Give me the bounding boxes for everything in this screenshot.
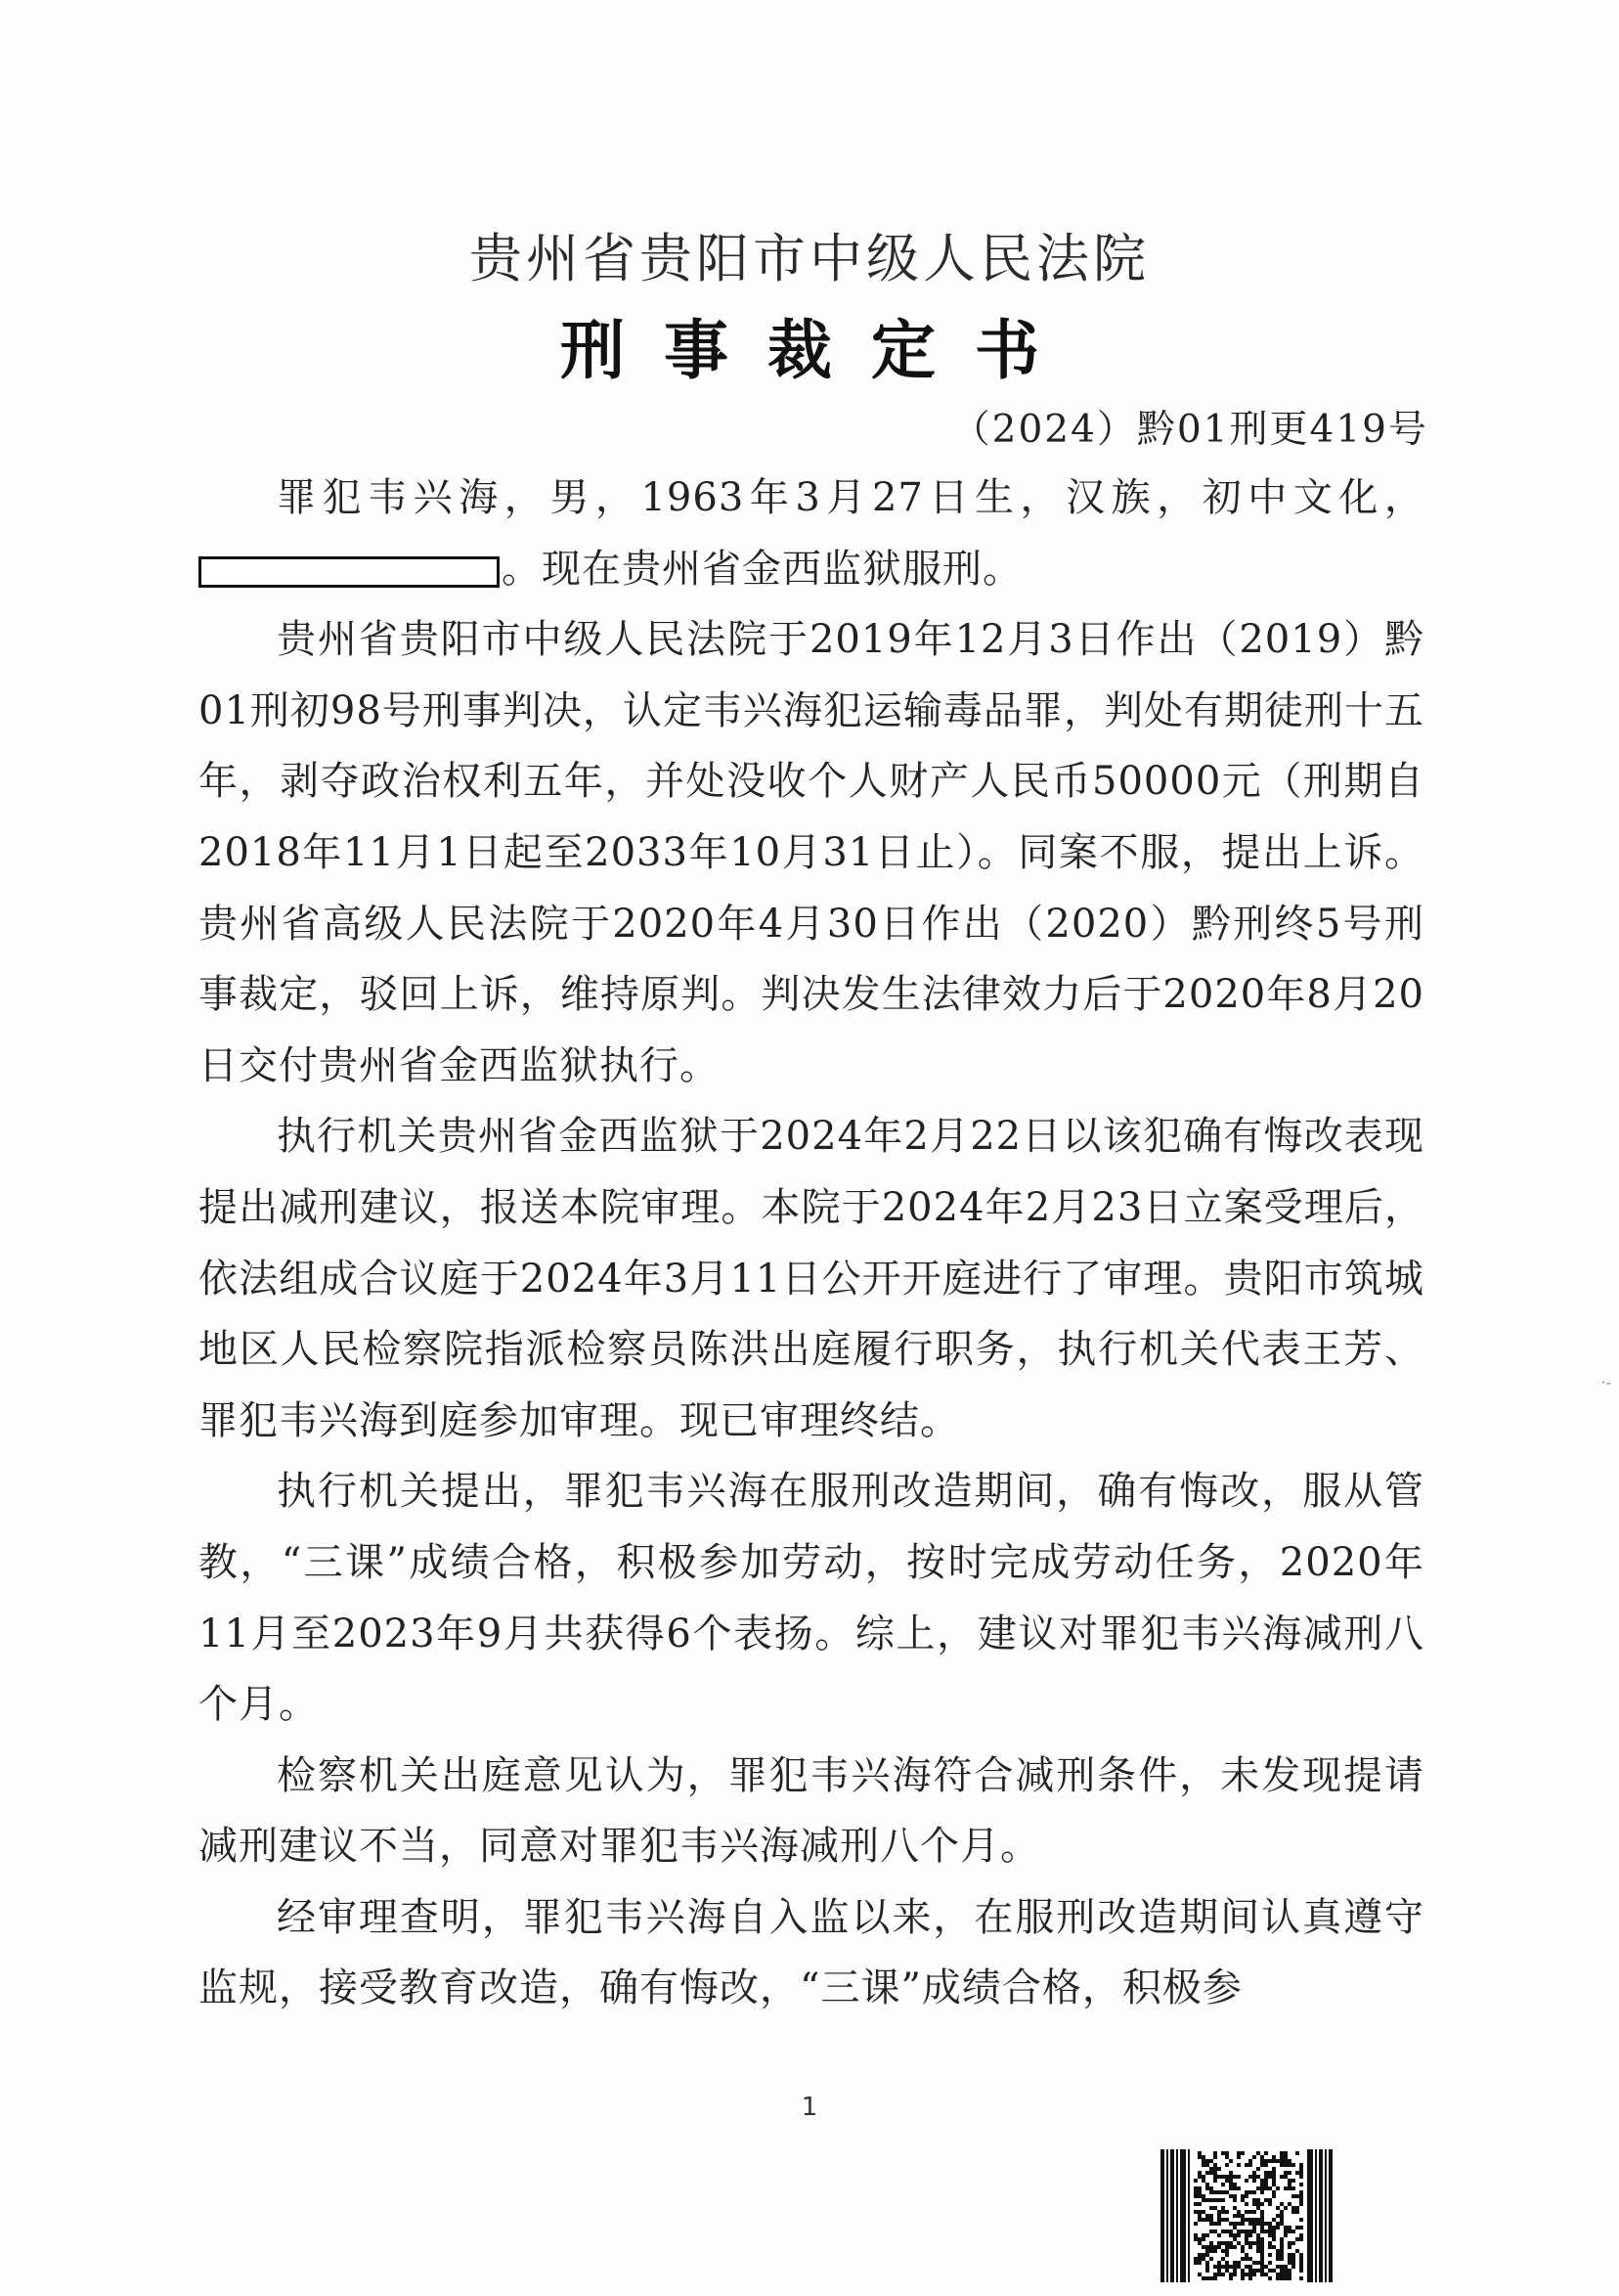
redaction-box	[198, 556, 500, 588]
document-body	[198, 463, 1424, 2024]
paragraph-original-judgment: 贵州省贵阳市中级人民法院于2019年12月3日作出（2019）黔01刑初98号刑事判决，认定韦兴海犯运输毒品罪，判处有期徒刑十五年，剥夺政治权利五年，并处没收个人财产人民币50000元（刑期自2018年11月1日起至2033年10月31日止）。同案不服，提出上诉。贵州省高级人民法院于2020年4月30日作出（2020）黔刑终5号刑事裁定，驳回上诉，维持原判。判决发生法律效力后于2020年8月20日交付贵州省金西监狱执行。	[198, 617, 1424, 1088]
document-title: 刑事裁定书	[560, 313, 1078, 388]
paragraph-defendant-info	[198, 463, 1424, 604]
paragraph-commutation-proposal: 执行机关贵州省金西监狱于2024年2月22日以该犯确有悔改表现提出减刑建议，报送本院审理。本院于2024年2月23日立案受理后，依法组成合议庭于2024年3月11日公开开庭进行了审理。贵阳市筑城地区人民检察院指派检察员陈洪出庭履行职务，执行机关代表王芳、罪犯韦兴海到庭参加审理。现已审理终结。	[198, 1114, 1424, 1443]
page-number: 1	[801, 2093, 818, 2122]
barcode-image	[1160, 2147, 1335, 2284]
paragraph-findings: 经审理查明，罪犯韦兴海自入监以来，在服刑改造期间认真遵守监规，接受教育改造，确有悔改，“三课”成绩合格，积极参	[198, 1894, 1424, 2011]
scan-mark: ·-	[1600, 1373, 1611, 1391]
court-name: 贵州省贵阳市中级人民法院	[469, 228, 1150, 289]
case-number: （2024）黔01刑更419号	[951, 408, 1428, 452]
paragraph-procuratorate-opinion: 检察机关出庭意见认为，罪犯韦兴海符合减刑条件，未发现提请减刑建议不当，同意对罪犯韦兴海减刑八个月。	[198, 1752, 1424, 1870]
defendant-info-text: 罪犯韦兴海，男，1963年3月27日生，汉族，初中文化，	[277, 475, 1424, 520]
defendant-location-text: 。现在贵州省金西监狱服刑。	[502, 546, 1023, 592]
paragraph-executing-authority: 执行机关提出，罪犯韦兴海在服刑改造期间，确有悔改，服从管教，“三课”成绩合格，积极参加劳动，按时完成劳动任务，2020年11月至2023年9月共获得6个表扬。综上，建议对罪犯韦兴海减刑八个月。	[198, 1469, 1424, 1728]
